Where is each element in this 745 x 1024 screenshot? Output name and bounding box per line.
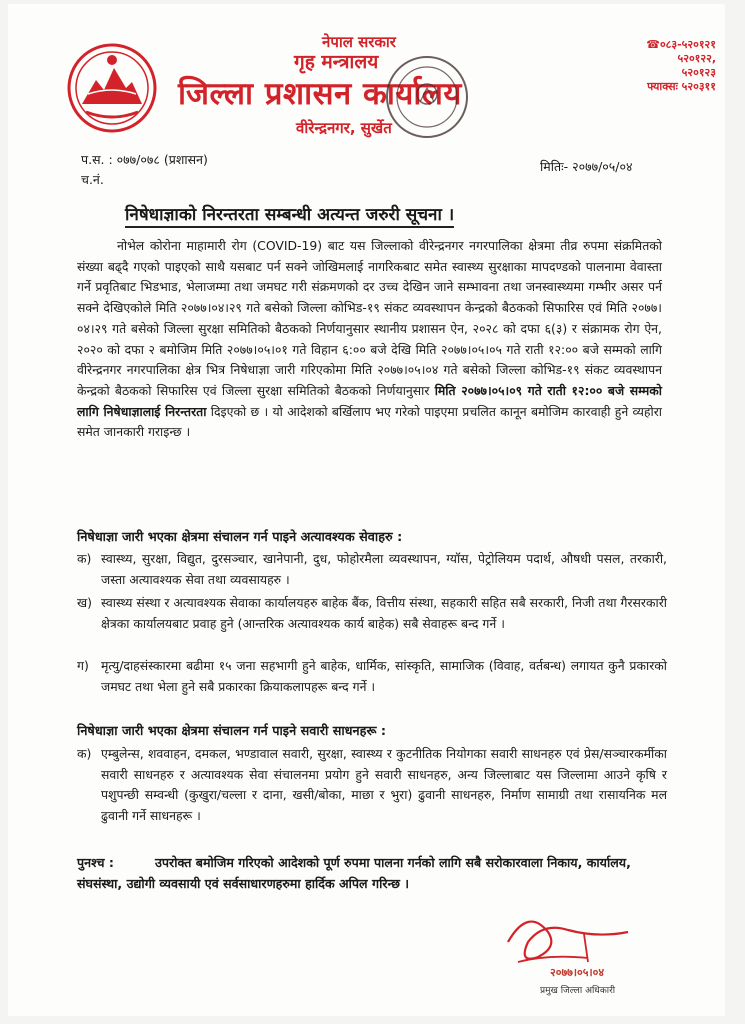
item-text: मृत्यु/दाहसंस्कारमा बढीमा १५ जना सहभागी हुने बाहेक, धार्मिक, सांस्कृति, सामाजिक (विवाह, वर्तबन्ध) लगायत कुनै प्रकारको जमघट तथा भेला हुने सबै प्रकारका क्रियाकलापहरू बन्द गर्ने । [101, 658, 667, 694]
dispatch-number: च.नं. [81, 172, 104, 187]
reference-block [81, 150, 208, 190]
notice-title: निषेधाज्ञाको निरन्तरता सम्बन्धी अत्यन्त जरुरी सूचना । [125, 202, 454, 228]
body-text: दिइएको छ । यो आदेशको बर्खिलाप भए गरेको पाइएमा प्रचलित कानून बमोजिम कारवाही हुने व्यहोरा समेत जानकारी गराइन्छ । [77, 403, 663, 440]
nepal-emblem-icon [66, 42, 158, 134]
item-marker: ग) [77, 658, 89, 673]
ministry-line: गृह मन्त्रालय [294, 51, 379, 73]
contact-numbers [588, 38, 716, 94]
body-highlight: मिति २०७७।०५।०९ गते राती १२:०० बजे सम्मको लागि निषेधाज्ञालाई निरन्तरता [77, 382, 663, 419]
list-item [77, 549, 667, 590]
vehicles-heading: निषेधाज्ञा जारी भएका क्षेत्रमा संचालन गर्न पाइने सवारी साधनहरू : [77, 724, 386, 739]
list-item [77, 593, 667, 634]
phone-number: ५२०१२२, [677, 52, 716, 65]
office-name: जिल्ला प्रशासन कार्यालय [178, 76, 462, 112]
item-marker: ख) [77, 595, 92, 610]
item-text: स्वास्थ्य संस्था र अत्यावश्यक सेवाका कार्यालयहरु बाहेक बैंक, वित्तीय संस्था, सहकारी सहित सबै सरकारी, निजी तथा गैरसरकारी क्षेत्रका कार्यालयबाट प्रवाह हुने (आन्तरिक अत्यावश्यक कार्य बाहेक) सबै सेवाहरू बन्द गर्ने । [101, 595, 667, 631]
fax-number: फ्याक्सः ५२०३११ [647, 80, 716, 93]
body-text: नोभेल कोरोना माहामारी रोग (COVID-19) बाट यस जिल्लाको वीरेन्द्रनगर नगरपालिका क्षेत्रमा तीव्र रुपमा संक्रमितको संख्या बढ्दै गएको पाइएको साथै यसबाट पर्न सक्ने जोखिमलाई नागरिकबाट समेत स्वास्थ्य सुरक्षाका मापदण्डको पालनामा वेवास्ता गर्ने प्रवृतिबाट भिडभाड, भेलाजम्मा तथा जमघट गरी संक्रमणको दर उच्च देखिन जाने सम्भावना तथा जनस्वास्थ्यमा गम्भीर असर पर्न सक्ने देखिएकोले मिति २०७७।०४।२९ गते बसेको जिल्ला कोभिड-१९ संकट व्यवस्थापन केन्द्रको बैठकको सिफारिस एवं मिति २०७७।०४।२९ गते बसेको जिल्ला सुरक्षा समितिको बैठकको निर्णयानुसार स्थानीय प्रशासन ऐन, २०२८ को दफा ६(३) र संक्रामक रोग ऐन, २०२० को दफा २ बमोजिम मिति २०७७।०५।०१ गते विहान ६:०० बजे देखि मिति २०७७।०५।०५ गते राती १२:०० बजे सम्मको लागि वीरेन्द्रनगर नगरपालिका क्षेत्र भित्र निषेधाज्ञा जारी गरिएकोमा मिति २०७७।०५।०४ गते बसेको जिल्ला कोभिड-१९ संकट व्यवस्थापन केन्द्रको बैठकको सिफारिस एवं जिल्ला सुरक्षा समितिको बैठकको निर्णयानुसार [77, 238, 662, 398]
reference-number: प.स. : ०७७/०७८ (प्रशासन) [81, 152, 208, 167]
item-text: एम्बुलेन्स, शववाहन, दमकल, भण्डावाल सवारी, सुरक्षा, स्वास्थ्य र कुटनीतिक नियोगका सवारी साधनहरु एवं प्रेस/सञ्चारकर्मीका सवारी साधनहरु र अत्यावश्यक सेवा संचालनमा प्रयोग हुने सवारी साधनहरु, अन्य जिल्लाबाट यस जिल्लामा आउने कृषि र पशुपन्छी सम्वन्धी (कुखुरा/चल्ला र दाना, खसी/बोका, माछा र भुरा) ढुवानी साधनहरु, निर्माण सामाग्री तथा रासायनिक मल ढुवानी गर्ने साधनहरू । [101, 746, 667, 824]
phone-number: ५२०१२३ [681, 66, 716, 79]
services-heading: निषेधाज्ञा जारी भएका क्षेत्रमा संचालन गर्न पाइने अत्यावश्यक सेवाहरु : [77, 530, 403, 545]
postscript-text: उपरोक्त बमोजिम गरिएको आदेशको पूर्ण रुपमा पालना गर्नको लागि सबै सरोकारवाला निकाय, कार्यालय, संघसंस्था, उद्योगी व्यवसायी एवं सर्वसाधारणहरुमा हार्दिक अपिल गरिन्छ । [77, 855, 631, 891]
item-marker: क) [77, 746, 92, 761]
office-location: वीरेन्द्रनगर, सुर्खेत [296, 119, 392, 137]
signatory-title: प्रमुख जिल्ला अधिकारी [540, 986, 616, 996]
office-seal-icon [382, 52, 472, 142]
signature-date: २०७७।०५।०४ [550, 966, 605, 979]
list-item [77, 744, 667, 827]
item-text: स्वास्थ्य, सुरक्षा, विद्युत, दुरसञ्चार, खानेपानी, दुध, फोहोरमैला व्यवस्थापन, ग्यॉस, पेट्रोलियम पदार्थ, औषधी पसल, तरकारी, जस्ता अत्यावश्यक सेवा तथा व्यवसायहरु । [101, 551, 667, 587]
postscript-label: पुनश्च : [77, 855, 114, 870]
phone-number: ☎०८३-५२०१२१ [646, 38, 716, 51]
item-marker: क) [77, 551, 92, 566]
postscript [77, 853, 669, 894]
government-line: नेपाल सरकार [322, 33, 396, 51]
list-item [77, 656, 667, 697]
letter-date: मितिः- २०७७/०५/०४ [540, 159, 633, 174]
notice-body [77, 236, 662, 443]
signature-icon [488, 902, 648, 1022]
